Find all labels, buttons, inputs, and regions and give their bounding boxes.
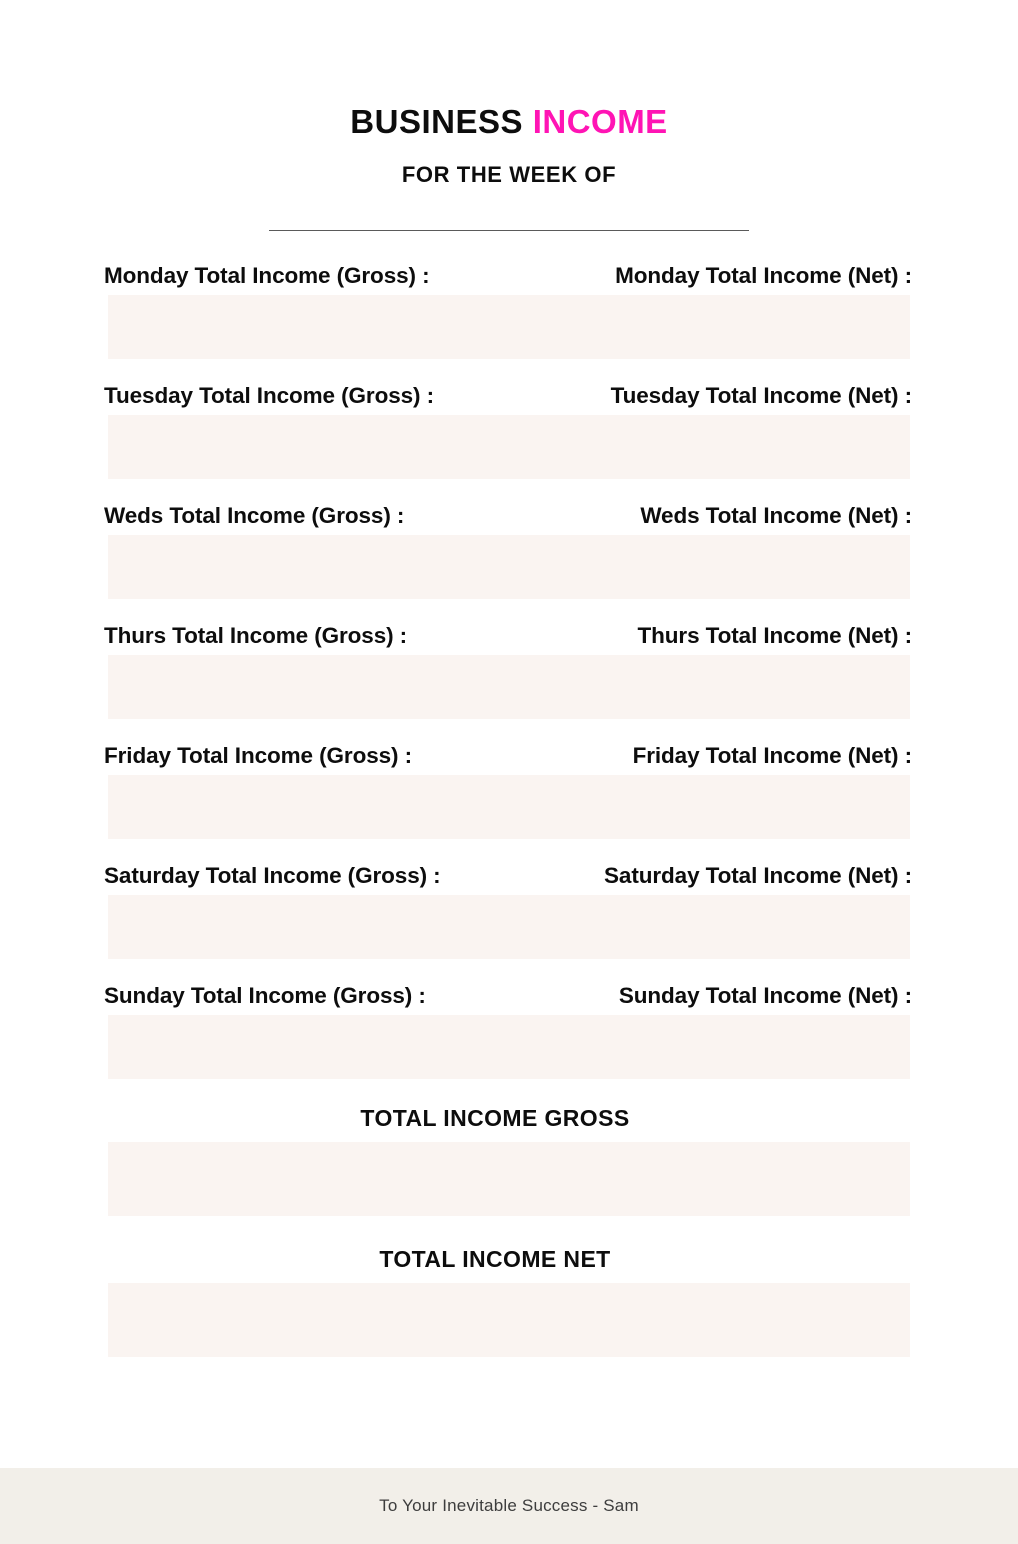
thursday-input-field[interactable] [108,655,910,719]
row-labels [0,497,1018,527]
footer-text: To Your Inevitable Success - Sam [379,1496,639,1515]
wednesday-gross-label: Weds Total Income (Gross) : [104,502,405,528]
row-labels [0,617,1018,647]
friday-input-field[interactable] [108,775,910,839]
wednesday-net-label: Weds Total Income (Net) : [640,502,912,528]
day-row-saturday [0,857,1018,959]
day-row-tuesday [0,377,1018,479]
week-of-field-wrap [0,230,1018,231]
total-income-net-input[interactable] [108,1283,910,1357]
tuesday-net-label: Tuesday Total Income (Net) : [610,382,912,408]
saturday-input-field[interactable] [108,895,910,959]
saturday-net-label: Saturday Total Income (Net) : [604,862,912,888]
total-income-gross-section [0,1105,1018,1216]
sunday-input-field[interactable] [108,1015,910,1079]
day-row-friday [0,737,1018,839]
sunday-net-label: Sunday Total Income (Net) : [618,982,912,1008]
worksheet-page [0,104,1018,1544]
page-title [0,104,1018,140]
tuesday-gross-label: Tuesday Total Income (Gross) : [104,382,434,408]
week-of-input[interactable] [269,230,749,231]
page-footer [0,1468,1018,1544]
wednesday-input-field[interactable] [108,535,910,599]
day-row-sunday [0,977,1018,1079]
total-income-gross-input[interactable] [108,1142,910,1216]
total-income-net-section [0,1246,1018,1357]
page-subtitle: FOR THE WEEK OF [401,162,617,188]
title-main: BUSINESS [350,103,524,140]
thursday-gross-label: Thurs Total Income (Gross) : [104,622,408,648]
day-row-wednesday [0,497,1018,599]
row-labels [0,257,1018,287]
sunday-gross-label: Sunday Total Income (Gross) : [104,982,426,1008]
row-labels [0,977,1018,1007]
friday-gross-label: Friday Total Income (Gross) : [104,742,412,768]
row-labels [0,857,1018,887]
monday-input-field[interactable] [108,295,910,359]
thursday-net-label: Thurs Total Income (Net) : [637,622,912,648]
day-row-thursday [0,617,1018,719]
monday-gross-label: Monday Total Income (Gross) : [104,262,430,288]
title-accent: INCOME [532,103,668,140]
monday-net-label: Monday Total Income (Net) : [615,262,912,288]
day-row-monday [0,257,1018,359]
row-labels [0,377,1018,407]
total-income-net-label: TOTAL INCOME NET [379,1246,611,1273]
day-rows [0,257,1018,1079]
saturday-gross-label: Saturday Total Income (Gross) : [104,862,441,888]
row-labels [0,737,1018,767]
total-income-gross-label: TOTAL INCOME GROSS [360,1105,630,1132]
friday-net-label: Friday Total Income (Net) : [632,742,912,768]
tuesday-input-field[interactable] [108,415,910,479]
